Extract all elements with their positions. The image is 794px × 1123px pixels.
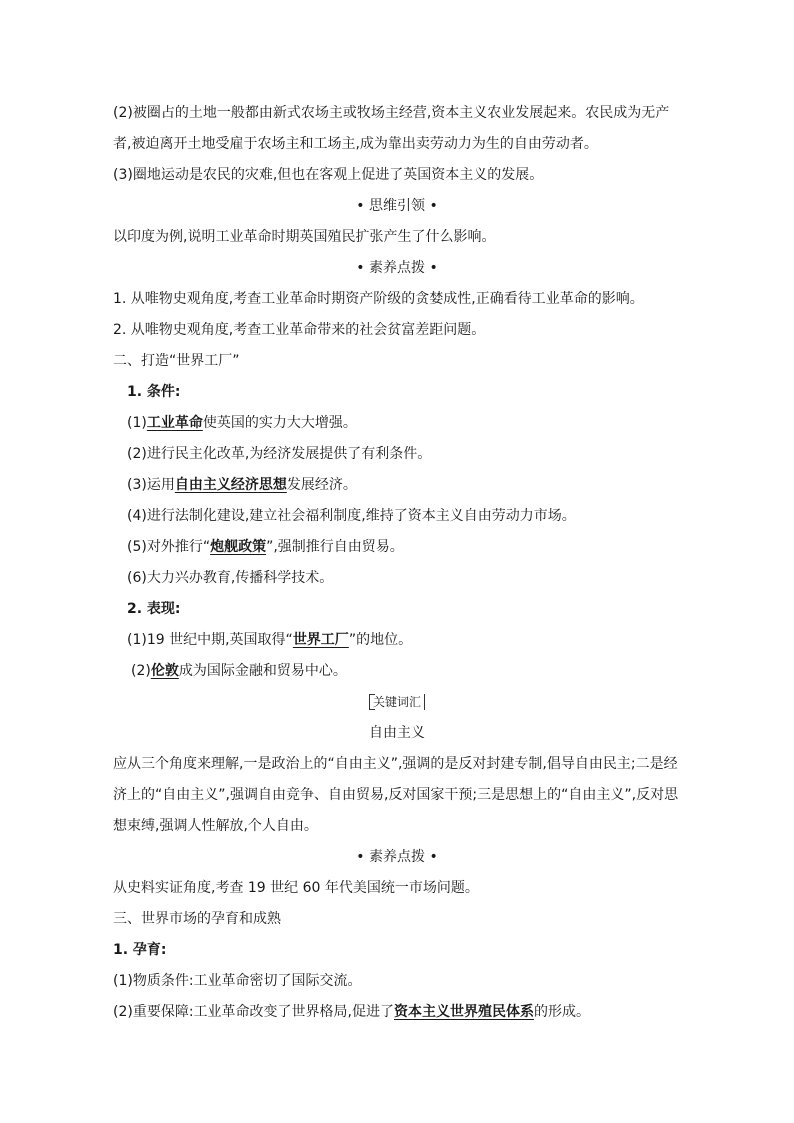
heading-suyang-dianbo-1: • 素养点拨 • bbox=[356, 260, 438, 276]
keyword-liberal-economics: 自由主义经济思想 bbox=[174, 477, 287, 493]
suyang-point-2: 2. 从唯物史观角度,考查工业革命带来的社会贫富差距问题。 bbox=[113, 322, 486, 338]
heading-siwei-yinling: • 思维引领 • bbox=[356, 198, 438, 214]
keyword-label-box: 关键词汇 bbox=[369, 694, 425, 710]
gestation-2: (2)重要保障:工业革命改变了世界格局,促进了资本主义世界殖民体系的形成。 bbox=[113, 1004, 590, 1020]
keyword-term: 自由主义 bbox=[369, 725, 425, 741]
gestation-title: 1. 孕育: bbox=[113, 942, 167, 958]
condition-6: (6)大力兴办教育,传播科学技术。 bbox=[127, 570, 334, 586]
section-three-title: 三、世界市场的孕育和成熟 bbox=[113, 911, 281, 927]
paragraph-enclosure-2b: 者,被迫离开土地受雇于农场主和工场主,成为靠出卖劳动力为生的自由劳动者。 bbox=[113, 136, 598, 152]
conditions-title: 1. 条件: bbox=[127, 384, 181, 400]
keyword-gunboat-policy: 炮舰政策 bbox=[210, 539, 267, 555]
keyword-world-factory: 世界工厂 bbox=[292, 632, 349, 648]
condition-2: (2)进行民主化改革,为经济发展提供了有利条件。 bbox=[127, 446, 432, 462]
suyang-point-1: 1. 从唯物史观角度,考查工业革命时期资产阶级的贪婪成性,正确看待工业革命的影响。 bbox=[113, 291, 644, 307]
manifestation-1: (1)19 世纪中期,英国取得“世界工厂”的地位。 bbox=[127, 632, 413, 648]
document-body bbox=[113, 98, 681, 1028]
paragraph-enclosure-3: (3)圈地运动是农民的灾难,但也在客观上促进了英国资本主义的发展。 bbox=[113, 167, 544, 183]
question-india: 以印度为例,说明工业革命时期英国殖民扩张产生了什么影响。 bbox=[113, 229, 496, 245]
condition-1: (1)工业革命使英国的实力大大增强。 bbox=[127, 415, 357, 431]
manifestation-2: (2)伦敦成为国际金融和贸易中心。 bbox=[131, 663, 347, 679]
keyword-london: 伦敦 bbox=[150, 663, 179, 679]
keyword-box-row bbox=[113, 687, 681, 718]
section-two-title: 二、打造“世界工厂” bbox=[113, 353, 240, 369]
keyword-explanation: 应从三个角度来理解,一是政治上的“自由主义”,强调的是反对封建专制,倡导自由民主;二是经济上的“自由主义”,强调自由竞争、自由贸易,反对国家干预;三是思想上的“自由主义”,反对思想束缚,强调人性解放,个人自由。 bbox=[113, 756, 679, 834]
suyang-point-us-market: 从史料实证角度,考查 19 世纪 60 年代美国统一市场问题。 bbox=[113, 880, 479, 896]
condition-4: (4)进行法制化建设,建立社会福利制度,维持了资本主义自由劳动力市场。 bbox=[127, 508, 576, 524]
keyword-industrial-revolution: 工业革命 bbox=[146, 415, 203, 431]
keyword-colonial-system: 资本主义世界殖民体系 bbox=[394, 1004, 534, 1020]
paragraph-enclosure-2a: (2)被圈占的土地一般都由新式农场主或牧场主经营,资本主义农业发展起来。农民成为无产 bbox=[113, 105, 670, 121]
heading-suyang-dianbo-2: • 素养点拨 • bbox=[356, 849, 438, 865]
condition-5: (5)对外推行“炮舰政策”,强制推行自由贸易。 bbox=[127, 539, 404, 555]
manifestations-title: 2. 表现: bbox=[127, 601, 181, 617]
condition-3: (3)运用自由主义经济思想发展经济。 bbox=[127, 477, 357, 493]
gestation-1: (1)物质条件:工业革命密切了国际交流。 bbox=[113, 973, 362, 989]
